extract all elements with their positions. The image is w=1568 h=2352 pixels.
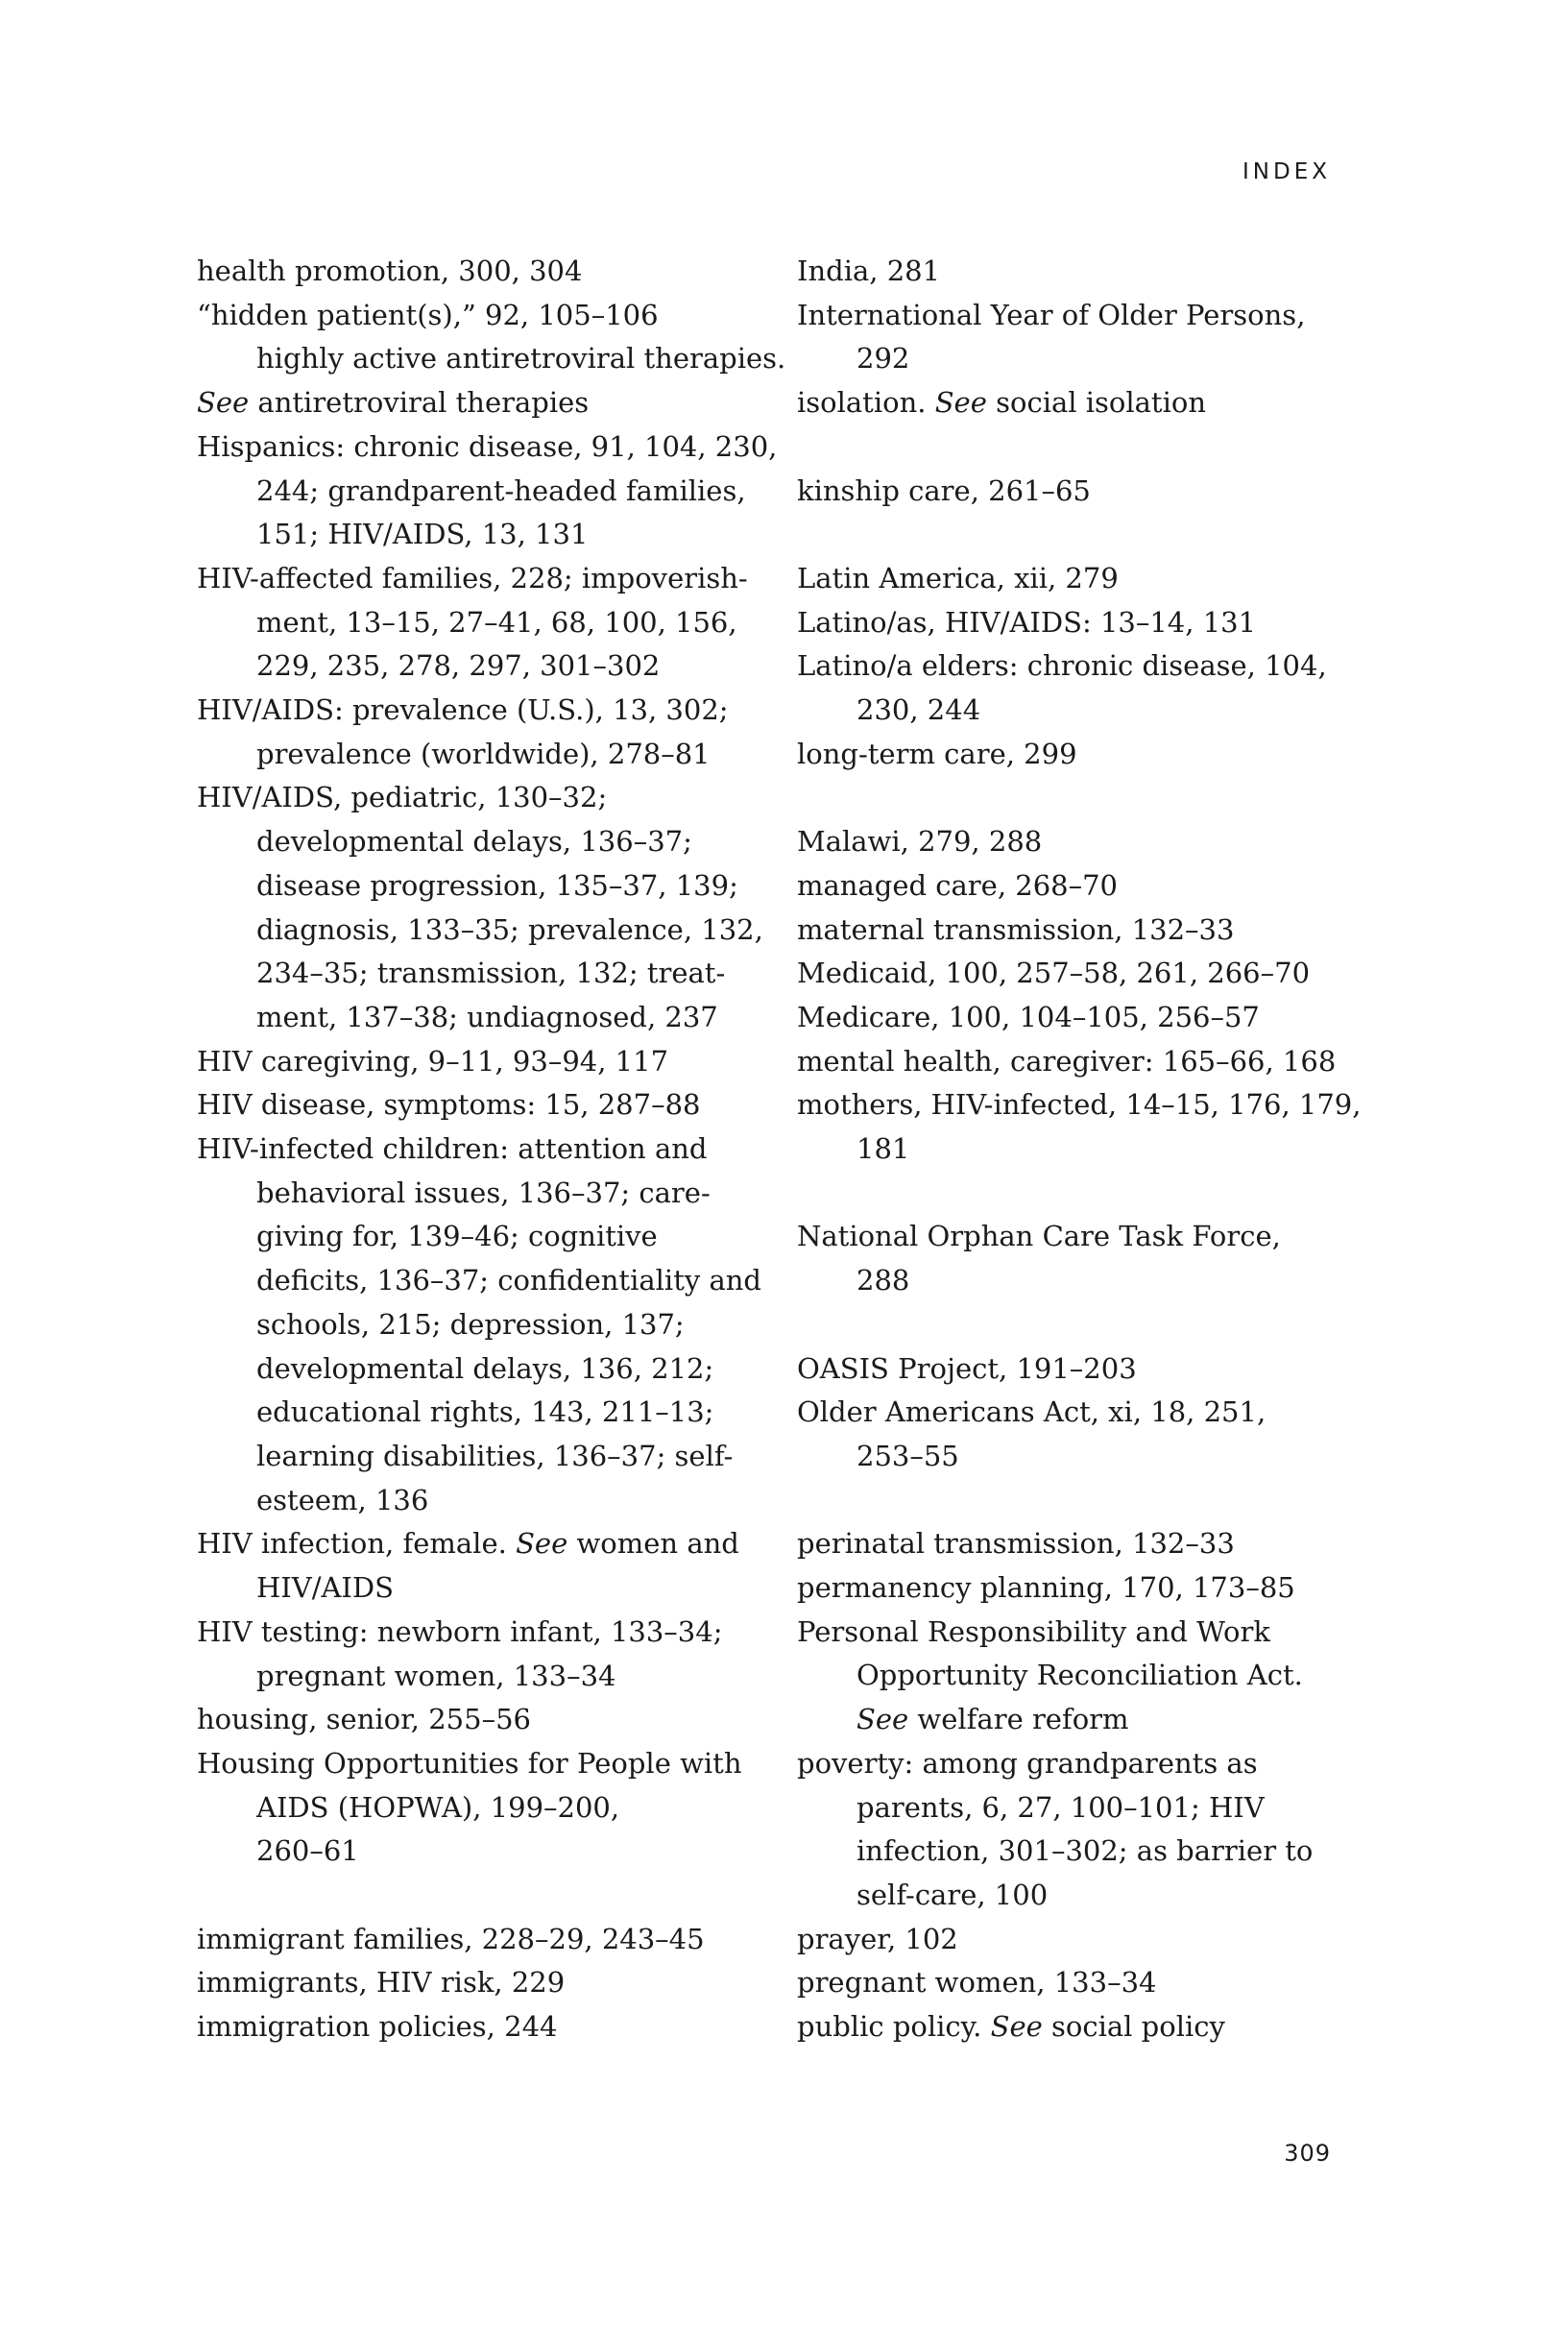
entry-text: schools, 215; depression, 137;	[256, 1307, 685, 1341]
entry-text: kinship care, 261–65	[797, 473, 1091, 507]
index-entry-continuation	[197, 820, 735, 864]
index-entry	[797, 381, 1335, 425]
index-entry	[797, 1347, 1335, 1392]
index-entry	[197, 689, 735, 733]
entry-text: mental health, caregiver: 165–66, 168	[797, 1044, 1337, 1078]
entry-text: Hispanics: chronic disease, 91, 104, 230,	[197, 429, 778, 463]
entry-text: prayer, 102	[797, 1922, 958, 1955]
entry-text: AIDS (HOPWA), 199–200,	[256, 1790, 620, 1824]
entry-text: HIV infection, female.	[197, 1527, 517, 1561]
index-entry-continuation	[797, 1874, 1335, 1918]
index-entry	[197, 381, 735, 425]
entry-text: isolation.	[797, 386, 935, 420]
entry-text: women and	[567, 1527, 739, 1561]
cross-reference-see: See	[990, 2010, 1043, 2044]
entry-text: Medicaid, 100, 257–58, 261, 266–70	[797, 957, 1311, 990]
entry-text: perinatal transmission, 132–33	[797, 1527, 1235, 1561]
index-entry-continuation	[797, 1259, 1335, 1303]
index-entry	[797, 1215, 1335, 1259]
index-entry	[197, 2005, 735, 2049]
index-entry	[197, 425, 778, 470]
entry-text: Opportunity Reconciliation Act.	[856, 1659, 1303, 1692]
entry-text: behavioral issues, 136–37; care-	[256, 1176, 711, 1209]
index-entry-continuation	[197, 644, 735, 689]
index-entry	[197, 1918, 735, 1962]
entry-text: developmental delays, 136, 212;	[256, 1351, 714, 1385]
entry-text: welfare reform	[908, 1703, 1129, 1736]
index-entry	[797, 1083, 1362, 1128]
index-entry	[797, 2005, 1335, 2049]
entry-text: Latin America, xii, 279	[797, 561, 1119, 594]
index-entry	[197, 776, 735, 820]
entry-text: International Year of Older Persons,	[797, 298, 1306, 331]
index-entry	[797, 864, 1335, 909]
entry-text: learning disabilities, 136–37; self-	[256, 1439, 734, 1472]
index-entry	[197, 1961, 735, 2005]
index-entry	[797, 470, 1335, 514]
entry-text: immigrant families, 228–29, 243–45	[197, 1922, 705, 1955]
entry-text: long-term care, 299	[797, 737, 1077, 770]
index-entry-continuation	[197, 1259, 761, 1303]
entry-text: highly active antiretroviral therapies.	[256, 342, 786, 376]
index-entry	[197, 250, 735, 294]
index-entry-continuation	[197, 337, 786, 381]
cross-reference-see: See	[934, 386, 987, 420]
entry-text: public policy.	[797, 2010, 991, 2044]
entry-text: self-care, 100	[856, 1878, 1049, 1911]
index-entry	[197, 1128, 735, 1172]
index-entry-continuation	[197, 1215, 735, 1259]
index-column-right	[797, 250, 1362, 2049]
entry-text: pregnant women, 133–34	[256, 1659, 616, 1692]
index-entry	[797, 1040, 1335, 1084]
entry-text: poverty: among grandparents as	[797, 1746, 1258, 1780]
group-spacer	[797, 1479, 1335, 1523]
group-spacer	[797, 425, 1335, 470]
entry-text: housing, senior, 255–56	[197, 1703, 531, 1736]
group-spacer	[797, 1303, 1335, 1347]
group-spacer	[797, 776, 1335, 820]
index-entry-continuation	[197, 909, 763, 953]
index-entry-continuation	[197, 601, 735, 645]
entry-text: social isolation	[986, 386, 1206, 420]
entry-text: developmental delays, 136–37;	[256, 825, 692, 859]
entry-text: 181	[856, 1132, 910, 1166]
entry-text: 244; grandparent-headed families,	[256, 473, 746, 507]
entry-text: educational rights, 143, 211–13;	[256, 1395, 714, 1429]
index-entry-continuation	[197, 1655, 735, 1699]
index-entry	[197, 1522, 739, 1566]
index-entry-continuation	[797, 689, 1335, 733]
entry-text: HIV-infected children: attention and	[197, 1132, 708, 1166]
index-entry-continuation	[197, 1435, 735, 1479]
cross-reference-see: See	[516, 1527, 568, 1561]
entry-text: National Orphan Care Task Force,	[797, 1220, 1281, 1253]
entry-text: HIV disease, symptoms: 15, 287–88	[197, 1088, 701, 1122]
entry-text: mothers, HIV-infected, 14–15, 176, 179,	[797, 1088, 1362, 1122]
entry-text: 253–55	[856, 1439, 959, 1472]
index-entry	[797, 1611, 1335, 1655]
index-entry	[197, 1611, 735, 1655]
index-entry-continuation	[197, 1479, 735, 1523]
index-entry-continuation	[797, 1698, 1335, 1742]
index-entry-continuation	[797, 1830, 1335, 1874]
index-entry	[797, 1961, 1335, 2005]
entry-text: HIV/AIDS	[256, 1571, 394, 1605]
cross-reference-see: See	[197, 386, 250, 420]
index-entry	[197, 557, 748, 601]
entry-text: India, 281	[797, 255, 941, 287]
index-entry	[797, 820, 1335, 864]
entry-text: Personal Responsibility and Work	[797, 1614, 1270, 1648]
entry-text: permanency planning, 170, 173–85	[797, 1571, 1295, 1604]
index-entry	[797, 952, 1335, 996]
index-entry	[197, 1083, 735, 1128]
entry-text: ment, 13–15, 27–41, 68, 100, 156,	[256, 605, 737, 639]
entry-text: HIV caregiving, 9–11, 93–94, 117	[197, 1044, 669, 1078]
index-entry	[797, 294, 1335, 338]
index-entry	[797, 601, 1335, 645]
index-entry-continuation	[197, 1303, 735, 1347]
index-entry-continuation	[197, 996, 735, 1040]
index-entry	[797, 1918, 1335, 1962]
index-entry-continuation	[797, 1435, 1335, 1479]
entry-text: Malawi, 279, 288	[797, 825, 1043, 859]
entry-text: 260–61	[256, 1834, 359, 1868]
index-entry-continuation	[197, 513, 735, 557]
entry-text: immigrants, HIV risk, 229	[197, 1966, 566, 2000]
index-entry	[197, 1040, 735, 1084]
entry-text: “hidden patient(s),” 92, 105–106	[197, 298, 659, 331]
entry-text: giving for, 139–46; cognitive	[256, 1220, 658, 1253]
entry-text: OASIS Project, 191–203	[797, 1351, 1137, 1385]
index-entry	[797, 250, 1335, 294]
index-entry	[797, 733, 1335, 777]
entry-text: 288	[856, 1264, 910, 1297]
index-entry	[197, 294, 735, 338]
index-entry	[197, 1742, 742, 1786]
entry-text: managed care, 268–70	[797, 868, 1119, 902]
index-entry	[797, 1566, 1335, 1611]
index-entry-continuation	[197, 1786, 735, 1831]
index-entry-continuation	[197, 470, 746, 514]
index-entry-continuation	[797, 337, 1335, 381]
index-column-left	[197, 250, 786, 2049]
index-entry-continuation	[197, 864, 738, 909]
index-entry-continuation	[797, 1654, 1335, 1698]
entry-text: parents, 6, 27, 100–101; HIV	[856, 1790, 1265, 1824]
entry-text: 230, 244	[856, 693, 981, 726]
entry-text: 229, 235, 278, 297, 301–302	[256, 649, 661, 683]
entry-text: immigration policies, 244	[197, 2010, 558, 2044]
entry-text: antiretroviral therapies	[249, 386, 590, 420]
entry-text: Latino/as, HIV/AIDS: 13–14, 131	[797, 605, 1257, 639]
index-entry	[797, 1742, 1335, 1786]
entry-text: HIV/AIDS: prevalence (U.S.), 13, 302;	[197, 693, 729, 727]
page-number: 309	[1284, 2140, 1331, 2167]
index-entry-continuation	[197, 952, 735, 996]
entry-text: 151; HIV/AIDS, 13, 131	[256, 518, 589, 551]
entry-text: prevalence (worldwide), 278–81	[256, 737, 711, 770]
entry-text: deficits, 136–37; confidentiality and	[256, 1264, 761, 1297]
index-entry	[197, 1698, 735, 1742]
index-entry-continuation	[797, 1128, 1335, 1172]
entry-text: diagnosis, 133–35; prevalence, 132,	[256, 912, 763, 946]
index-entry-continuation	[197, 1391, 735, 1435]
index-entry	[797, 1391, 1335, 1435]
running-head: INDEX	[1242, 159, 1331, 184]
index-entry-continuation	[197, 1566, 735, 1611]
entry-text: HIV/AIDS, pediatric, 130–32;	[197, 781, 608, 814]
group-spacer	[797, 513, 1335, 557]
entry-text: ment, 137–38; undiagnosed, 237	[256, 1000, 718, 1033]
entry-text: pregnant women, 133–34	[797, 1966, 1157, 2000]
entry-text: Housing Opportunities for People with	[197, 1746, 742, 1780]
entry-text: disease progression, 135–37, 139;	[256, 868, 738, 902]
index-entry-continuation	[197, 1172, 735, 1216]
index-entry	[797, 644, 1335, 689]
index-entry-continuation	[197, 733, 735, 777]
entry-text: maternal transmission, 132–33	[797, 912, 1235, 946]
group-spacer	[197, 1874, 735, 1918]
index-entry	[797, 557, 1335, 601]
entry-text: social policy	[1042, 2010, 1225, 2044]
entry-text: infection, 301–302; as barrier to	[856, 1834, 1314, 1868]
entry-text: Latino/a elders: chronic disease, 104,	[797, 649, 1327, 683]
index-entry	[797, 1522, 1335, 1566]
cross-reference-see: See	[856, 1703, 909, 1736]
index-entry-continuation	[197, 1830, 735, 1874]
entry-text: HIV-affected families, 228; impoverish-	[197, 561, 748, 594]
index-entry-continuation	[197, 1347, 735, 1392]
index-entry	[797, 909, 1335, 953]
entry-text: Older Americans Act, xi, 18, 251,	[797, 1395, 1266, 1429]
entry-text: 292	[856, 342, 910, 376]
entry-text: Medicare, 100, 104–105, 256–57	[797, 1000, 1260, 1033]
entry-text: esteem, 136	[256, 1483, 429, 1516]
entry-text: health promotion, 300, 304	[197, 255, 583, 287]
entry-text: 234–35; transmission, 132; treat-	[256, 957, 726, 990]
index-entry-continuation	[797, 1786, 1335, 1831]
entry-text: HIV testing: newborn infant, 133–34;	[197, 1614, 723, 1648]
group-spacer	[797, 1172, 1335, 1216]
index-entry	[797, 996, 1335, 1040]
